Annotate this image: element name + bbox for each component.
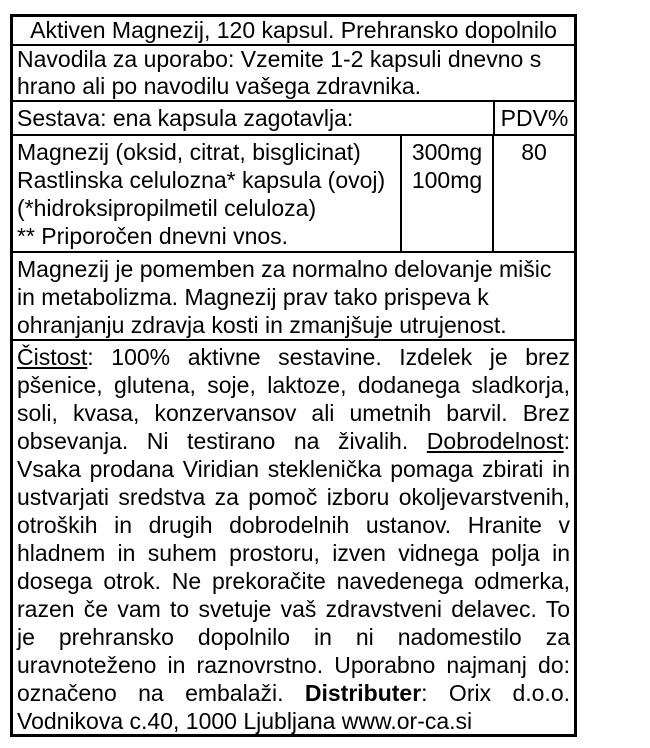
product-title: Aktiven Magnezij, 120 kapsul. Prehransko dopolnilo — [13, 17, 574, 46]
ingredient-amount: 100mg — [411, 167, 483, 193]
purity-text: : 100% aktivne sestavine. Izdelek je brez pšenice, glutena, soje, laktoze, dodanega sladkorja, soli, kvasa, konzervansov ali umetnih barvil. Brez obsevanja. Ni testirano na živalih. — [17, 344, 570, 454]
info-text — [13, 341, 574, 735]
supplement-label-table — [10, 14, 577, 737]
composition-header: Sestava: ena kapsula zagotavlja: — [13, 102, 495, 134]
ingredient-amounts-cell — [402, 136, 494, 251]
ingredient-amount: 300mg — [411, 139, 483, 165]
ingredient-note: (*hidroksipropilmetil celuloza) — [17, 195, 317, 221]
charity-text: : Vsaka prodana Viridian steklenička pomaga zbirati in ustvarjati sredstva za pomoč izboru okoljevarstvenih, otroških in drugih dobrodelnih ustanov. Hranite v hladnem in suhem prostoru, izven vidnega polja in dosega otrok. Ne prekoračite navedenega odmerka, razen če vam to svetuje vaš zdravstveni delavec. To je prehransko dopolnilo in ni nadomestilo za uravnoteženo in raznovrstno. Uporabno najmanj do: označeno na embalaži. — [17, 428, 570, 706]
rda-value: 80 — [521, 139, 547, 165]
distributor-label: Distributer — [304, 680, 422, 706]
purity-label: Čistost — [17, 344, 88, 370]
pdv-column-header: PDV% — [500, 105, 569, 131]
ingredient-name: Magnezij (oksid, citrat, bisglicinat) — [17, 139, 361, 165]
ingredient-name: Rastlinska celulozna* kapsula (ovoj) — [17, 167, 386, 193]
ingredient-note: ** Priporočen dnevni vnos. — [17, 223, 289, 249]
charity-label: Dobrodelnost — [426, 428, 564, 454]
ingredient-rda-cell — [494, 136, 574, 251]
ingredient-names-cell — [13, 136, 402, 251]
ingredients-row — [13, 136, 574, 253]
composition-header-row — [13, 102, 574, 136]
directions-text: Navodila za uporabo: Vzemite 1-2 kapsuli dnevno s hrano ali po navodilu vašega zdravnika. — [13, 46, 574, 102]
health-claims-text: Magnezij je pomemben za normalno delovanje mišic in metabolizma. Magnezij prav tako prispeva k ohranjanju zdravja kosti in zmanjšuje utrujenost. — [13, 253, 574, 341]
distributor-text: : Orix d.o.o. Vodnikova c.40, 1000 Ljubljana www.or-ca.si — [17, 680, 571, 734]
